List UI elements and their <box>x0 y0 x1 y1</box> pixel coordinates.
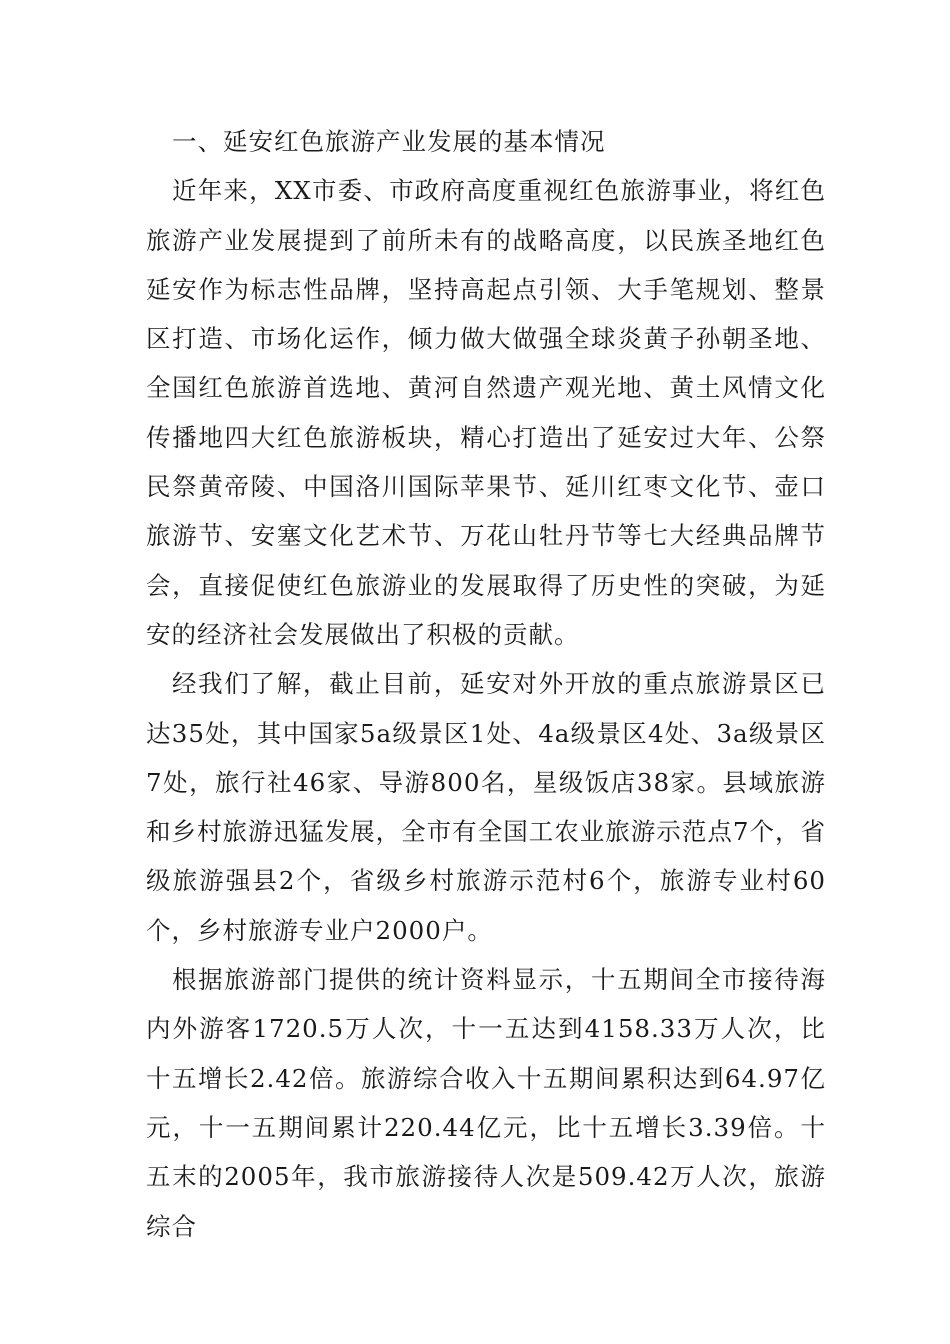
section-heading: 一、延安红色旅游产业发展的基本情况 <box>172 127 606 156</box>
paragraph-overview: 近年来，XX市委、市政府高度重视红色旅游事业，将红色旅游产业发展提到了前所未有的战略高度，以民族圣地红色延安作为标志性品牌，坚持高起点引领、大手笔规划、整景区打造、市场化运作，倾力做大做强全球炎黄子孙朝圣地、全国红色旅游首选地、黄河自然遗产观光地、黄土风情文化传播地四大红色旅游板块，精心打造出了延安过大年、公祭民祭黄帝陵、中国洛川国际苹果节、延川红枣文化节、壶口旅游节、安塞文化艺术节、万花山牡丹节等七大经典品牌节会，直接促使红色旅游业的发展取得了历史性的突破，为延安的经济社会发展做出了积极的贡献。 <box>146 176 826 649</box>
paragraph-statistics: 根据旅游部门提供的统计资料显示，十五期间全市接待海内外游客1720.5万人次，十一五达到4158.33万人次，比十五增长2.42倍。旅游综合收入十五期间累积达到64.97亿元，十一五期间累计220.44亿元，比十五增长3.39倍。十五末的2005年，我市旅游接待人次是509.42万人次，旅游综合 <box>146 965 826 1241</box>
paragraph-scenic-areas: 经我们了解，截止目前，延安对外开放的重点旅游景区已达35处，其中国家5a级景区1处、4a级景区4处、3a级景区7处，旅行社46家、导游800名，星级饭店38家。县域旅游和乡村旅游迅猛发展，全市有全国工农业旅游示范点7个，省级旅游强县2个，省级乡村旅游示范村6个，旅游专业村60个，乡村旅游专业户2000户。 <box>146 669 826 945</box>
document-body <box>146 117 826 1251</box>
